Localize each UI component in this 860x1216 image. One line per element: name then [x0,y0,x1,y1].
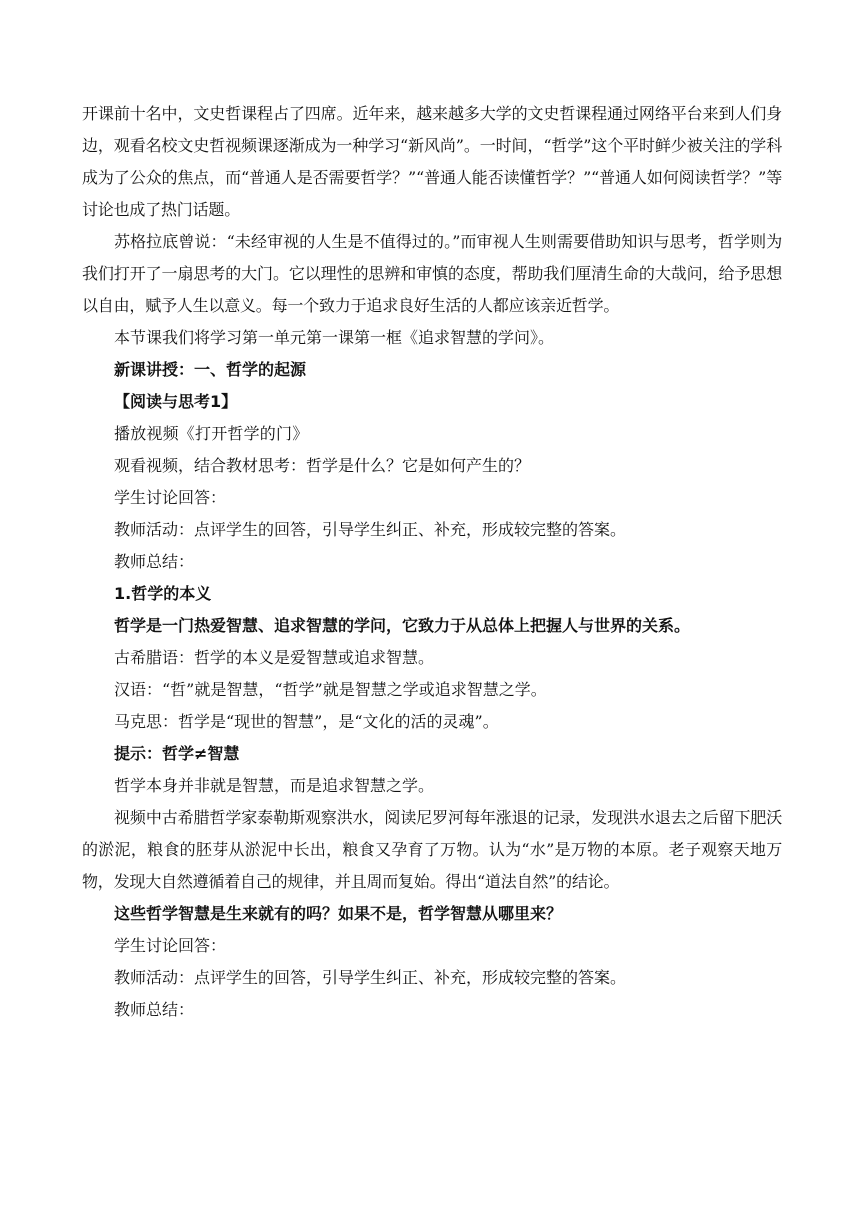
hint-line: 哲学本身并非就是智慧，而是追求智慧之学。 [114,776,435,795]
greek-line: 古希腊语：哲学的本义是爱智慧或追求智慧。 [114,648,435,667]
intro-paragraph: 开课前十名中，文史哲课程占了四席。近年来，越来越多大学的文史哲课程通过网络平台来到人们身边，观看名校文史哲视频课逐渐成为一种学习“新风尚”。一时间，“哲学”这个平时鲜少被关注的学科成为了公众的焦点，而“普通人是否需要哲学？”“普通人能否读懂哲学？”“普通人如何阅读哲学？”等讨论也成了热门话题。 [82,104,782,219]
hint-heading: 提示：哲学≠智慧 [114,744,240,763]
marx-line: 马克思：哲学是“现世的智慧”，是“文化的活的灵魂”。 [114,712,499,731]
teacher-summary: 教师总结： [114,552,195,571]
student-discussion: 学生讨论回答： [114,488,227,507]
definition-line: 哲学是一门热爱智慧、追求智慧的学问，它致力于从总体上把握人与世界的关系。 [114,616,691,635]
lesson-intro: 本节课我们将学习第一单元第一课第一框《追求智慧的学问》。 [114,328,555,347]
reading-thinking-heading: 【阅读与思考1】 [114,392,238,411]
chinese-line: 汉语：“哲”就是智慧，“哲学”就是智慧之学或追求智慧之学。 [114,680,547,699]
document-body [82,98,782,1026]
subheading-meaning: 1.哲学的本义 [114,584,212,603]
teacher-activity-2: 教师活动：点评学生的回答，引导学生纠正、补充，形成较完整的答案。 [114,968,627,987]
video-description-paragraph: 视频中古希腊哲学家泰勒斯观察洪水，阅读尼罗河每年涨退的记录，发现洪水退去之后留下肥沃的淤泥，粮食的胚芽从淤泥中长出，粮食又孕育了万物。认为“水”是万物的本原。老子观察天地万物，发现大自然遵循着自己的规律，并且周而复始。得出“道法自然”的结论。 [82,808,782,891]
video-line: 播放视频《打开哲学的门》 [114,424,309,443]
section-heading: 新课讲授：一、哲学的起源 [114,360,307,379]
teacher-activity: 教师活动：点评学生的回答，引导学生纠正、补充，形成较完整的答案。 [114,520,627,539]
teacher-summary-2: 教师总结： [114,1000,195,1019]
socrates-paragraph: 苏格拉底曾说：“未经审视的人生是不值得过的。”而审视人生则需要借助知识与思考，哲学则为我们打开了一扇思考的大门。它以理性的思辨和审慎的态度，帮助我们厘清生命的大哉问，给予思想以自由，赋予人生以意义。每一个致力于追求良好生活的人都应该亲近哲学。 [82,232,782,315]
question-heading: 这些哲学智慧是生来就有的吗？如果不是，哲学智慧从哪里来？ [114,904,563,923]
question-line: 观看视频，结合教材思考：哲学是什么？它是如何产生的？ [114,456,531,475]
student-discussion-2: 学生讨论回答： [114,936,227,955]
